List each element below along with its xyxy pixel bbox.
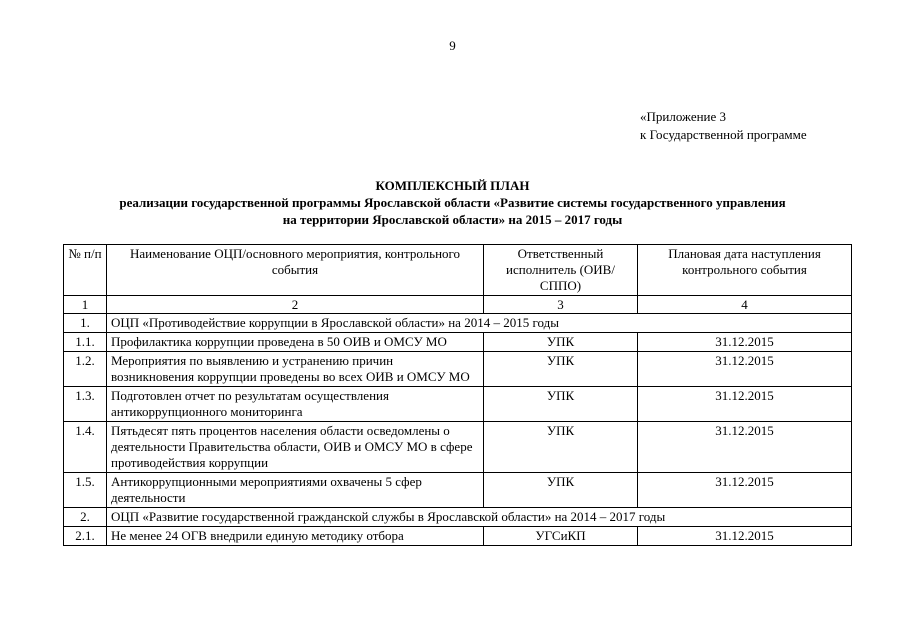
- table-header-row: [64, 245, 852, 296]
- appendix-line-1: «Приложение 3: [640, 109, 727, 124]
- appendix-note: [640, 108, 807, 144]
- row-date: 31.12.2015: [638, 333, 852, 352]
- header-name: Наименование ОЦП/основного мероприятия, контрольного события: [107, 245, 484, 296]
- title-line-3: на территории Ярославской области» на 2015 – 2017 годы: [282, 212, 623, 227]
- row-number: 1.4.: [64, 422, 107, 473]
- row-executor: УГСиКП: [484, 527, 638, 546]
- section-title: ОЦП «Развитие государственной гражданской службы в Ярославской области» на 2014 – 2017 годы: [107, 508, 852, 527]
- section-number: 2.: [64, 508, 107, 527]
- row-number: 1.5.: [64, 473, 107, 508]
- section-number: 1.: [64, 314, 107, 333]
- page-number: 9: [449, 38, 456, 53]
- appendix-line-2: к Государственной программе: [640, 127, 807, 142]
- row-number: 1.3.: [64, 387, 107, 422]
- header-num: № п/п: [64, 245, 107, 296]
- row-date: 31.12.2015: [638, 352, 852, 387]
- table-row: [64, 387, 852, 422]
- column-number: 1: [64, 296, 107, 314]
- row-executor: УПК: [484, 473, 638, 508]
- row-name: Пятьдесят пять процентов населения области осведомлены о деятельности Правительства области, ОИВ и ОМСУ МО в сфере противодействия коррупции: [107, 422, 484, 473]
- header-date: Плановая дата наступления контрольного события: [638, 245, 852, 296]
- column-number: 2: [107, 296, 484, 314]
- table-row: [64, 352, 852, 387]
- row-executor: УПК: [484, 387, 638, 422]
- document-title: [40, 177, 865, 228]
- column-number: 3: [484, 296, 638, 314]
- section-row: [64, 314, 852, 333]
- section-row: [64, 508, 852, 527]
- table-row: [64, 527, 852, 546]
- row-executor: УПК: [484, 422, 638, 473]
- row-date: 31.12.2015: [638, 473, 852, 508]
- row-name: Подготовлен отчет по результатам осуществления антикоррупционного мониторинга: [107, 387, 484, 422]
- table-row: [64, 422, 852, 473]
- section-title: ОЦП «Противодействие коррупции в Ярославской области» на 2014 – 2015 годы: [107, 314, 852, 333]
- row-name: Мероприятия по выявлению и устранению причин возникновения коррупции проведены во всех ОИВ и ОМСУ МО: [107, 352, 484, 387]
- table-row: [64, 333, 852, 352]
- table-row: [64, 473, 852, 508]
- row-number: 1.2.: [64, 352, 107, 387]
- row-date: 31.12.2015: [638, 387, 852, 422]
- row-number: 2.1.: [64, 527, 107, 546]
- column-number: 4: [638, 296, 852, 314]
- header-executor: Ответственный исполнитель (ОИВ/ СППО): [484, 245, 638, 296]
- title-line-2: реализации государственной программы Ярославской области «Развитие системы государственного управления: [119, 195, 786, 210]
- row-name: Антикоррупционными мероприятиями охвачены 5 сфер деятельности: [107, 473, 484, 508]
- row-executor: УПК: [484, 352, 638, 387]
- plan-table: [63, 244, 852, 546]
- row-date: 31.12.2015: [638, 422, 852, 473]
- row-date: 31.12.2015: [638, 527, 852, 546]
- row-executor: УПК: [484, 333, 638, 352]
- row-name: Профилактика коррупции проведена в 50 ОИВ и ОМСУ МО: [107, 333, 484, 352]
- row-name: Не менее 24 ОГВ внедрили единую методику отбора: [107, 527, 484, 546]
- title-line-1: КОМПЛЕКСНЫЙ ПЛАН: [375, 178, 530, 193]
- row-number: 1.1.: [64, 333, 107, 352]
- column-number-row: [64, 296, 852, 314]
